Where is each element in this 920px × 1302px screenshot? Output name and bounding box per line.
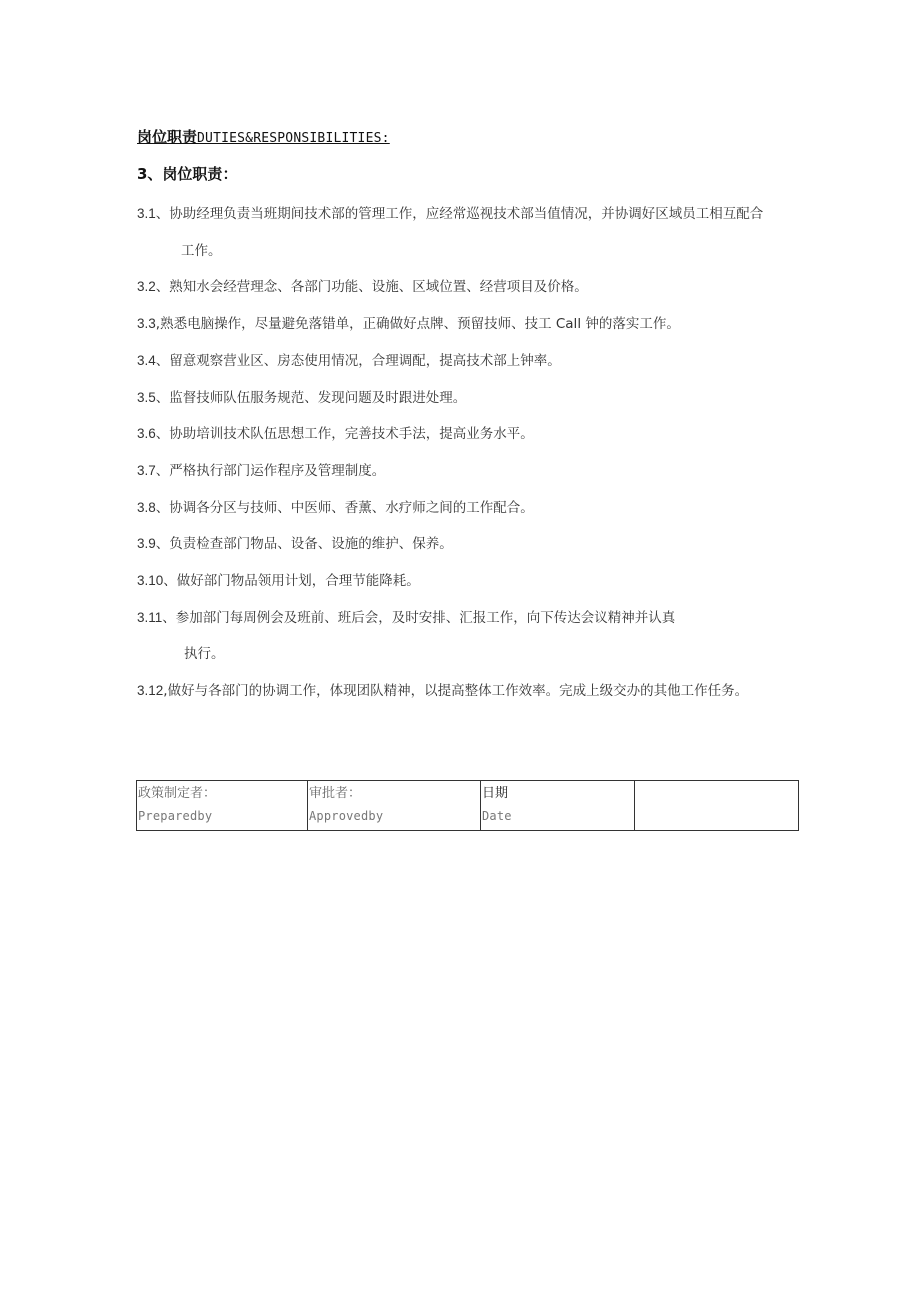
date-cell xyxy=(481,781,635,831)
item-text: ,熟悉电脑操作，尽量避免落错单，正确做好点牌、预留技师、技工 Call 钟的落实工作。 xyxy=(155,316,680,333)
heading-en: DUTIES&RESPONSIBILITIES: xyxy=(197,131,390,146)
blank-cell xyxy=(635,781,799,831)
approved-by-cell xyxy=(308,781,481,831)
list-item xyxy=(137,343,877,380)
item-number: 3.4 xyxy=(137,352,156,368)
item-text: 、负责检查部门物品、设备、设施的维护、保养。 xyxy=(155,536,453,553)
item-number: 3.6 xyxy=(137,426,156,442)
list-item xyxy=(137,269,877,306)
item-number: 3.12 xyxy=(137,683,164,699)
list-item xyxy=(137,306,877,343)
date-label-en: Date xyxy=(482,809,512,823)
approved-by-label-en: Approvedby xyxy=(309,809,384,823)
item-text: 、熟知水会经营理念、各部门功能、设施、区域位置、经营项目及价格。 xyxy=(155,279,588,296)
list-item xyxy=(137,490,877,527)
item-text: 、严格执行部门运作程序及管理制度。 xyxy=(155,462,386,479)
item-number: 3.10 xyxy=(137,573,164,589)
item-text: 、参加部门每周例会及班前、班后会，及时安排、汇报工作，向下传达会议精神并认真 xyxy=(162,609,676,626)
list-item xyxy=(137,600,877,673)
item-continuation: 工作。 xyxy=(181,242,222,259)
item-text: 、监督技师队伍服务规范、发现问题及时跟进处理。 xyxy=(155,389,467,406)
item-number: 3.7 xyxy=(137,462,156,478)
list-item xyxy=(137,563,877,600)
list-item xyxy=(137,673,877,710)
item-text: 、协助培训技术队伍思想工作，完善技术手法，提高业务水平。 xyxy=(155,426,534,443)
approved-by-label-cn: 审批者： xyxy=(309,786,362,801)
prepared-by-label-en: Preparedby xyxy=(138,809,213,823)
item-number: 3.8 xyxy=(137,499,156,515)
item-number: 3.2 xyxy=(137,279,156,295)
page-heading xyxy=(137,126,390,147)
list-item xyxy=(137,380,877,417)
section-title: 3、岗位职责： xyxy=(137,165,238,183)
list-item xyxy=(137,196,877,269)
list-item xyxy=(137,416,877,453)
item-continuation: 执行。 xyxy=(184,646,225,663)
duties-list xyxy=(137,196,877,710)
prepared-by-cell xyxy=(137,781,308,831)
heading-cn: 岗位职责 xyxy=(137,128,198,146)
item-text: 、留意观察营业区、房态使用情况，合理调配，提高技术部上钟率。 xyxy=(155,352,561,369)
item-number: 3.9 xyxy=(137,536,156,552)
date-label-cn: 日期 xyxy=(482,786,509,801)
prepared-by-label-cn: 政策制定者： xyxy=(138,786,217,801)
item-number: 3.1 xyxy=(137,206,156,221)
signature-table xyxy=(136,780,799,831)
item-text: 、协助经理负责当班期间技术部的管理工作，应经常巡视技术部当值情况，并协调好区域员工相互配合 xyxy=(155,206,764,222)
item-number: 3.3 xyxy=(137,316,156,332)
item-number: 3.11 xyxy=(137,609,163,625)
item-text: ,做好与各部门的协调工作，体现团队精神，以提高整体工作效率。完成上级交办的其他工作任务。 xyxy=(163,683,749,700)
item-text: 、做好部门物品领用计划，合理节能降耗。 xyxy=(163,573,420,590)
item-number: 3.5 xyxy=(137,389,156,405)
list-item xyxy=(137,526,877,563)
list-item xyxy=(137,453,877,490)
item-text: 、协调各分区与技师、中医师、香薰、水疗师之间的工作配合。 xyxy=(155,499,534,516)
